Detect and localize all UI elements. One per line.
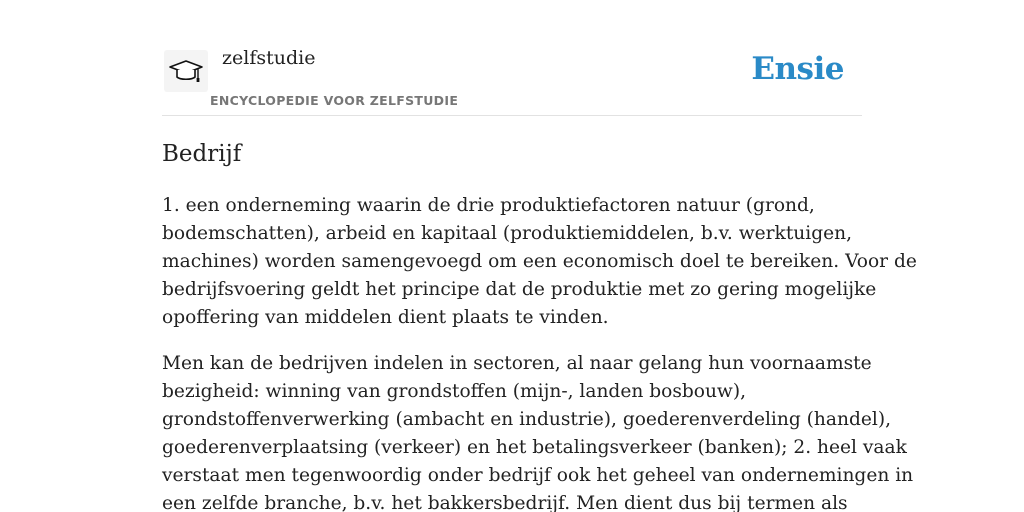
article-paragraph-1	[162, 192, 917, 332]
text-line: 1. een onderneming waarin de drie produktiefactoren natuur (grond,	[162, 195, 815, 216]
text-line: opoffering van middelen dient plaats te vinden.	[162, 307, 609, 328]
article-title: Bedrijf	[162, 141, 242, 167]
site-name-link[interactable]: zelfstudie	[222, 47, 316, 69]
text-line: bodemschatten), arbeid en kapitaal (produktiemiddelen, b.v. werktuigen,	[162, 223, 853, 244]
text-line: Men kan de bedrijven indelen in sectoren, al naar gelang hun voornaamste	[162, 353, 872, 374]
ensie-brand-link[interactable]: Ensie	[751, 51, 844, 87]
site-logo[interactable]	[164, 50, 208, 92]
text-line: bedrijfsvoering geldt het principe dat de produktie met zo gering mogelijke	[162, 279, 877, 300]
text-line: grondstoffenverwerking (ambacht en industrie), goederenverdeling (handel),	[162, 409, 891, 430]
site-tagline: ENCYCLOPEDIE VOOR ZELFSTUDIE	[210, 93, 459, 108]
text-line: verstaat men tegenwoordig onder bedrijf ook het geheel van ondernemingen in	[162, 465, 914, 486]
graduation-cap-icon	[168, 56, 204, 86]
text-line: een zelfde branche, b.v. het bakkersbedrijf. Men dient dus bij termen als	[162, 493, 848, 512]
article-body	[162, 192, 917, 512]
article-paragraph-2	[162, 350, 914, 512]
text-line: machines) worden samengevoegd om een economisch doel te bereiken. Voor de	[162, 251, 917, 272]
site-header	[162, 0, 862, 116]
text-line: goederenverplaatsing (verkeer) en het betalingsverkeer (banken); 2. heel vaak	[162, 437, 907, 458]
text-line: bezigheid: winning van grondstoffen (mijn-, landen bosbouw),	[162, 381, 747, 402]
